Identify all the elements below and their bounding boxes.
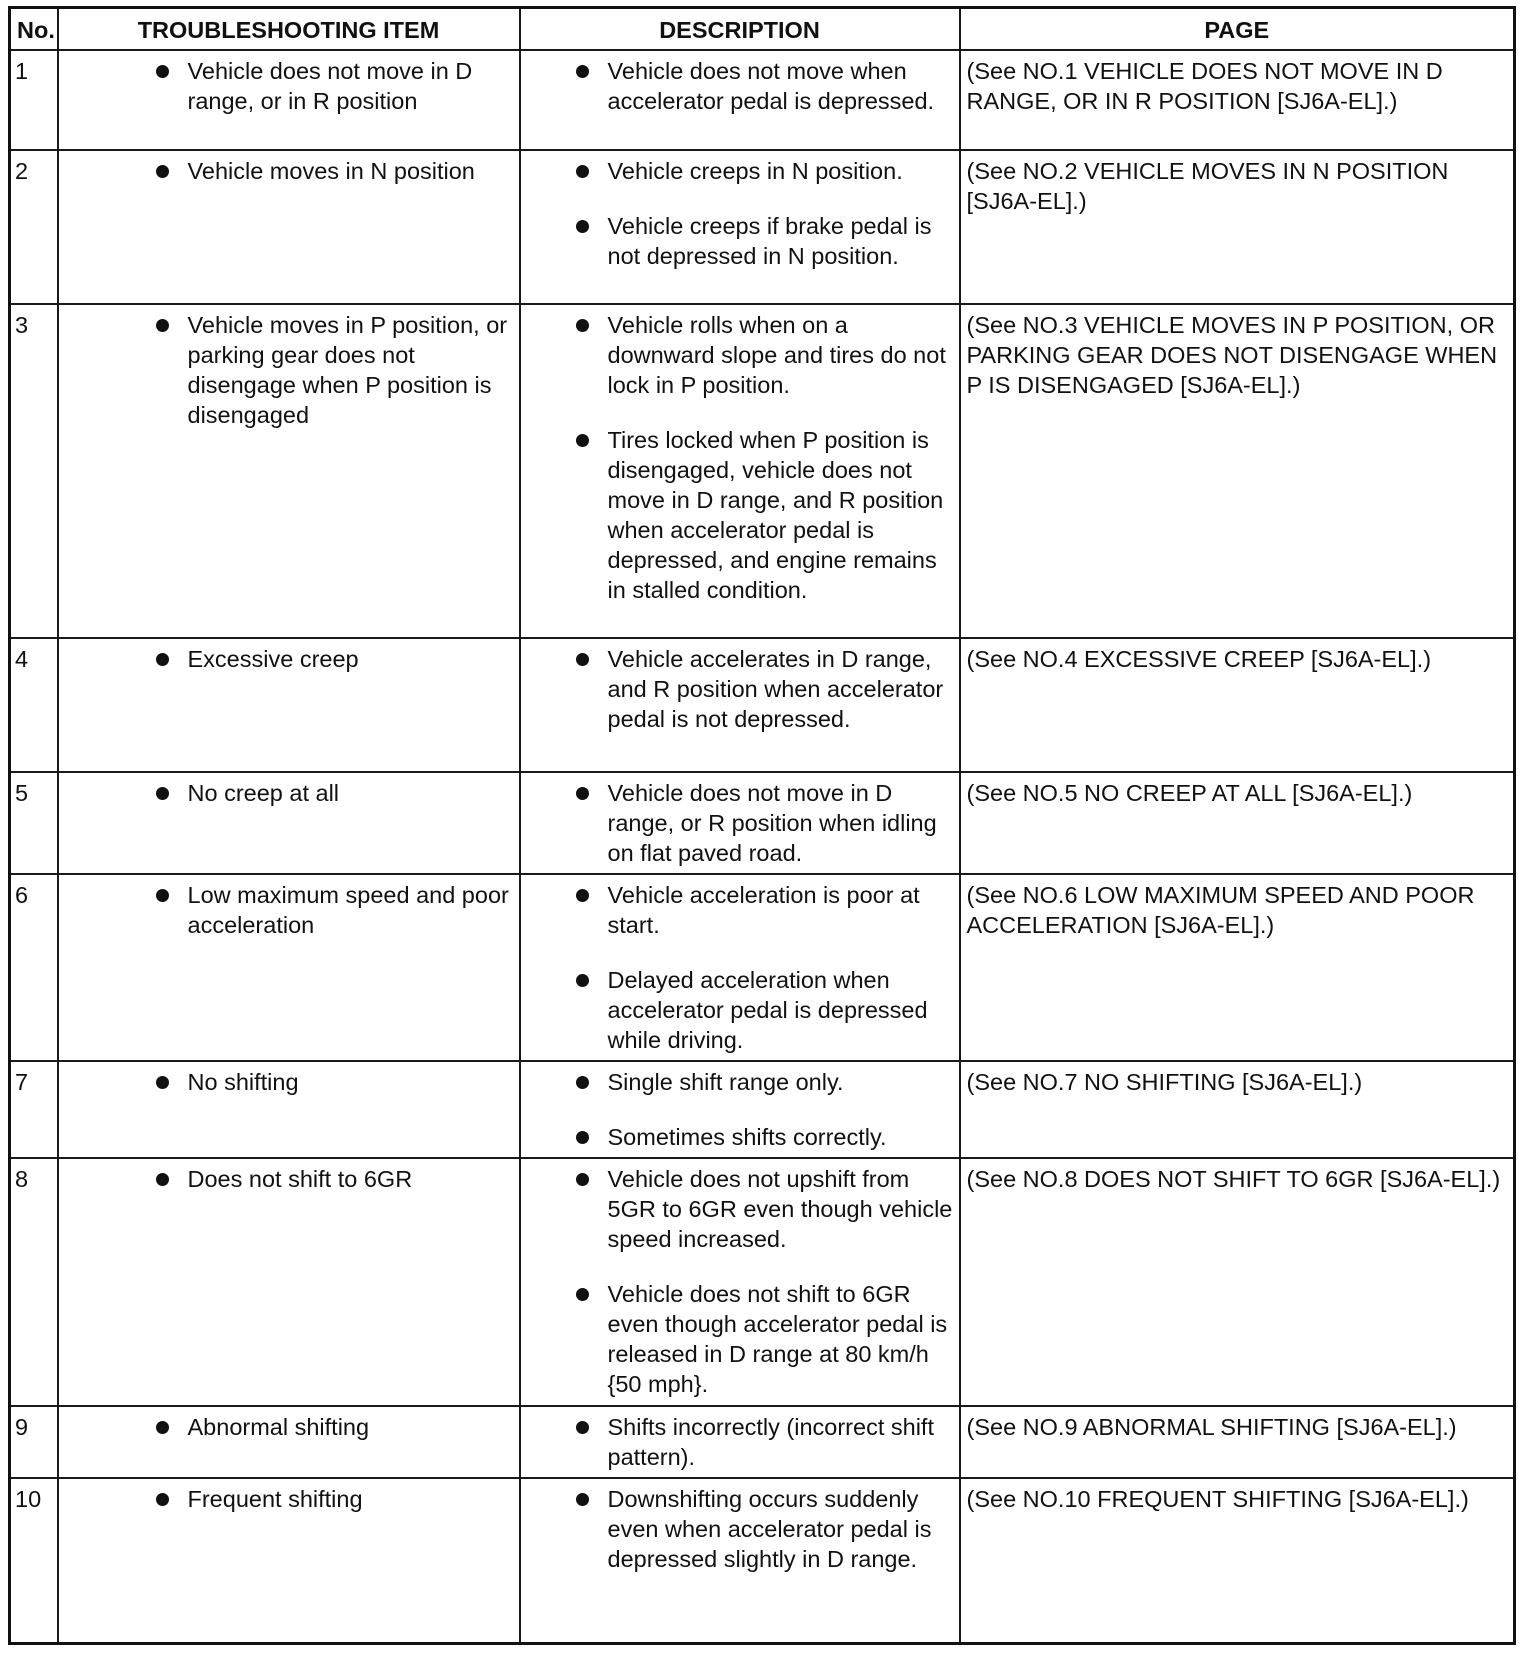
description-text: Vehicle does not move when accelerator pedal is depressed. (607, 58, 935, 114)
description-item (608, 156, 953, 186)
troubleshooting-item-text: Excessive creep (187, 646, 359, 672)
bullet-icon (576, 653, 589, 666)
page-reference-link[interactable]: (See NO.3 VEHICLE MOVES IN P POSITION, OR PARKING GEAR DOES NOT DISENGAGE WHEN P IS DISENGAGED [SJ6A-EL].) (960, 304, 1515, 638)
description-text: Shifts incorrectly (incorrect shift pattern). (607, 1414, 934, 1470)
troubleshooting-item-text: Abnormal shifting (187, 1414, 370, 1440)
page-reference-link[interactable]: (See NO.9 ABNORMAL SHIFTING [SJ6A-EL].) (960, 1406, 1515, 1478)
troubleshooting-item-cell (58, 1061, 520, 1158)
description-cell (520, 772, 960, 874)
description-item (608, 1484, 953, 1574)
description-text: Tires locked when P position is disengaged, vehicle does not move in D range, and R position when accelerator pedal is depressed, and engine remains in stalled condition. (607, 427, 944, 603)
table-header-row (10, 8, 1515, 51)
description-cell (520, 304, 960, 638)
description-text: Vehicle does not upshift from 5GR to 6GR even though vehicle speed increased. (607, 1166, 953, 1252)
header-page: PAGE (960, 8, 1515, 51)
table-row (10, 1478, 1515, 1643)
bullet-icon (576, 1173, 589, 1186)
troubleshooting-item-text: Vehicle does not move in D range, or in R position (187, 58, 473, 114)
description-cell (520, 1406, 960, 1478)
row-number: 6 (10, 874, 58, 1061)
troubleshooting-item (188, 1164, 513, 1194)
description-item (608, 310, 953, 400)
description-text: Vehicle acceleration is poor at start. (607, 882, 920, 938)
troubleshooting-item-cell (58, 1406, 520, 1478)
row-number: 1 (10, 50, 58, 150)
table-body (10, 50, 1515, 1643)
bullet-icon (156, 319, 169, 332)
bullet-icon (156, 1421, 169, 1434)
bullet-icon (576, 165, 589, 178)
troubleshooting-item-cell (58, 1478, 520, 1643)
page-reference-link[interactable]: (See NO.6 LOW MAXIMUM SPEED AND POOR ACCELERATION [SJ6A-EL].) (960, 874, 1515, 1061)
bullet-icon (576, 65, 589, 78)
troubleshooting-item-text: Vehicle moves in P position, or parking gear does not disengage when P position is disengaged (187, 312, 508, 428)
troubleshooting-item (188, 1484, 513, 1514)
description-item (608, 1067, 953, 1097)
row-number: 7 (10, 1061, 58, 1158)
bullet-icon (576, 1131, 589, 1144)
description-text: Vehicle does not shift to 6GR even though accelerator pedal is released in D range at 80 km/h {50 mph}. (607, 1281, 948, 1397)
bullet-icon (156, 65, 169, 78)
description-cell (520, 638, 960, 772)
bullet-icon (576, 434, 589, 447)
page-reference-link[interactable]: (See NO.8 DOES NOT SHIFT TO 6GR [SJ6A-EL].) (960, 1158, 1515, 1406)
table-row (10, 772, 1515, 874)
description-item (608, 644, 953, 734)
row-number: 5 (10, 772, 58, 874)
description-item (608, 56, 953, 116)
page-reference-link[interactable]: (See NO.1 VEHICLE DOES NOT MOVE IN D RANGE, OR IN R POSITION [SJ6A-EL].) (960, 50, 1515, 150)
troubleshooting-table (8, 6, 1516, 1645)
header-troubleshooting-item: TROUBLESHOOTING ITEM (58, 8, 520, 51)
troubleshooting-item-cell (58, 1158, 520, 1406)
description-item (608, 1122, 953, 1152)
bullet-icon (156, 1493, 169, 1506)
description-text: Downshifting occurs suddenly even when accelerator pedal is depressed slightly in D range. (607, 1486, 932, 1572)
table-row (10, 874, 1515, 1061)
troubleshooting-item (188, 56, 513, 116)
page-reference-link[interactable]: (See NO.7 NO SHIFTING [SJ6A-EL].) (960, 1061, 1515, 1158)
bullet-icon (156, 1173, 169, 1186)
troubleshooting-item-cell (58, 304, 520, 638)
page-reference-link[interactable]: (See NO.4 EXCESSIVE CREEP [SJ6A-EL].) (960, 638, 1515, 772)
table-row (10, 638, 1515, 772)
description-cell (520, 50, 960, 150)
troubleshooting-item-text: Frequent shifting (187, 1486, 363, 1512)
table-row (10, 1061, 1515, 1158)
troubleshooting-item (188, 156, 513, 186)
header-description: DESCRIPTION (520, 8, 960, 51)
bullet-icon (576, 889, 589, 902)
description-item (608, 211, 953, 271)
description-text: Vehicle rolls when on a downward slope and tires do not lock in P position. (607, 312, 946, 398)
description-text: Single shift range only. (607, 1069, 844, 1095)
troubleshooting-item-cell (58, 50, 520, 150)
description-text: Sometimes shifts correctly. (607, 1124, 887, 1150)
troubleshooting-item-text: Vehicle moves in N position (187, 158, 475, 184)
description-item (608, 965, 953, 1055)
description-cell (520, 1158, 960, 1406)
description-item (608, 1279, 953, 1399)
bullet-icon (156, 1076, 169, 1089)
description-text: Vehicle accelerates in D range, and R position when accelerator pedal is not depressed. (607, 646, 944, 732)
description-text: Vehicle creeps if brake pedal is not depressed in N position. (607, 213, 932, 269)
description-text: Vehicle creeps in N position. (607, 158, 903, 184)
description-cell (520, 874, 960, 1061)
bullet-icon (156, 787, 169, 800)
troubleshooting-item (188, 310, 513, 430)
bullet-icon (156, 889, 169, 902)
page-reference-link[interactable]: (See NO.10 FREQUENT SHIFTING [SJ6A-EL].) (960, 1478, 1515, 1643)
row-number: 2 (10, 150, 58, 304)
table-row (10, 1158, 1515, 1406)
bullet-icon (576, 1493, 589, 1506)
troubleshooting-item-cell (58, 874, 520, 1061)
troubleshooting-item-cell (58, 772, 520, 874)
table-row (10, 150, 1515, 304)
page-reference-link[interactable]: (See NO.5 NO CREEP AT ALL [SJ6A-EL].) (960, 772, 1515, 874)
bullet-icon (576, 787, 589, 800)
description-item (608, 778, 953, 868)
troubleshooting-item-cell (58, 638, 520, 772)
row-number: 10 (10, 1478, 58, 1643)
troubleshooting-item-text: Low maximum speed and poor acceleration (187, 882, 509, 938)
troubleshooting-item (188, 778, 513, 808)
table-row (10, 304, 1515, 638)
troubleshooting-item-text: Does not shift to 6GR (187, 1166, 413, 1192)
bullet-icon (576, 1421, 589, 1434)
troubleshooting-item (188, 1067, 513, 1097)
bullet-icon (576, 1288, 589, 1301)
description-item (608, 425, 953, 605)
description-item (608, 880, 953, 940)
description-text: Vehicle does not move in D range, or R position when idling on flat paved road. (607, 780, 937, 866)
description-item (608, 1412, 953, 1472)
description-cell (520, 150, 960, 304)
bullet-icon (156, 653, 169, 666)
description-item (608, 1164, 953, 1254)
row-number: 3 (10, 304, 58, 638)
description-cell (520, 1478, 960, 1643)
bullet-icon (576, 319, 589, 332)
bullet-icon (576, 1076, 589, 1089)
bullet-icon (576, 974, 589, 987)
row-number: 9 (10, 1406, 58, 1478)
header-no: No. (10, 8, 58, 51)
description-text: Delayed acceleration when accelerator pedal is depressed while driving. (607, 967, 928, 1053)
bullet-icon (156, 165, 169, 178)
troubleshooting-item (188, 1412, 513, 1442)
troubleshooting-item (188, 644, 513, 674)
row-number: 8 (10, 1158, 58, 1406)
troubleshooting-item-cell (58, 150, 520, 304)
description-cell (520, 1061, 960, 1158)
table-row (10, 1406, 1515, 1478)
row-number: 4 (10, 638, 58, 772)
troubleshooting-item-text: No creep at all (187, 780, 340, 806)
page-reference-link[interactable]: (See NO.2 VEHICLE MOVES IN N POSITION [SJ6A-EL].) (960, 150, 1515, 304)
bullet-icon (576, 220, 589, 233)
troubleshooting-item-text: No shifting (187, 1069, 299, 1095)
table-row (10, 50, 1515, 150)
troubleshooting-item (188, 880, 513, 940)
